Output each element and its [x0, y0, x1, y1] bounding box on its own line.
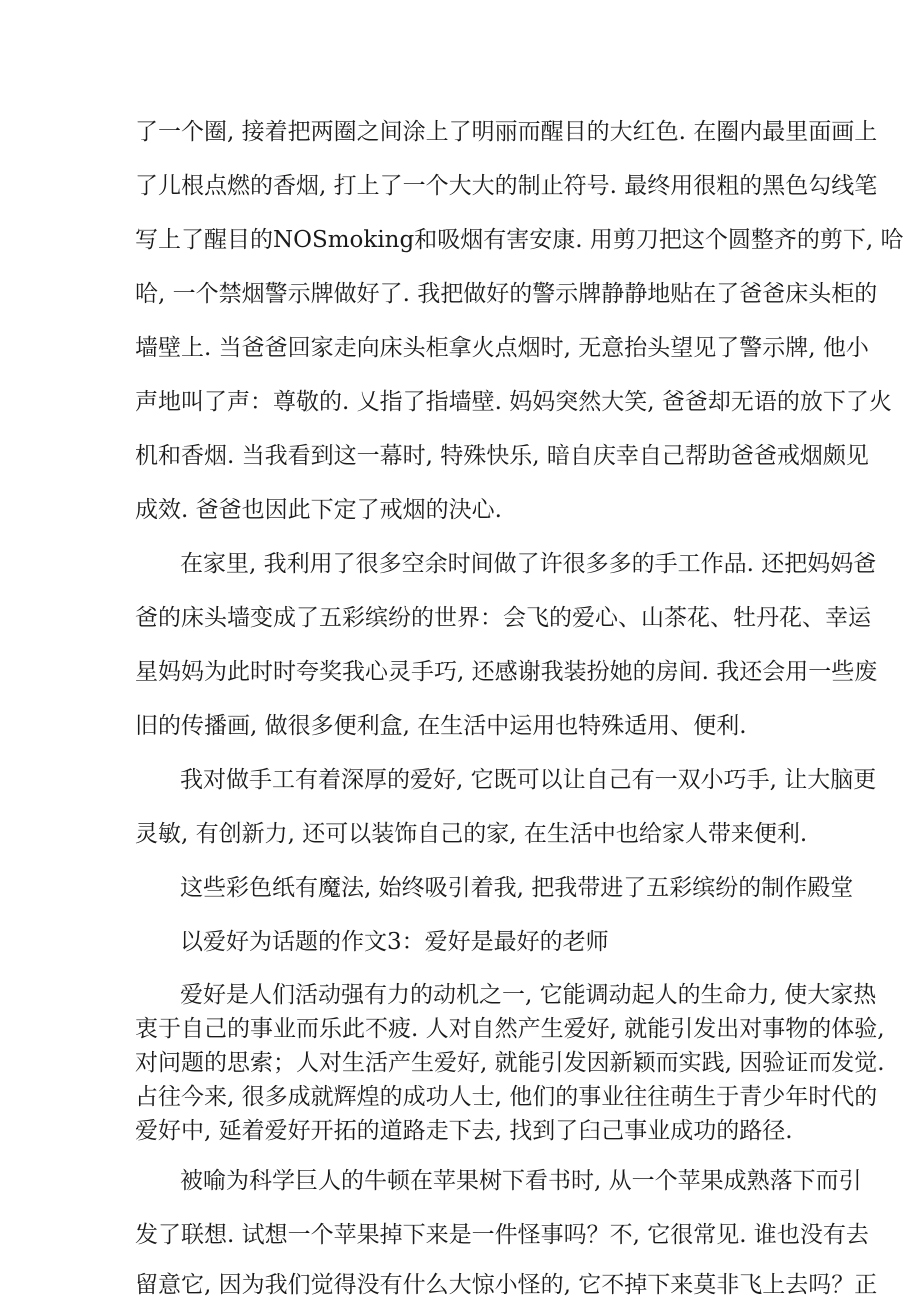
text-line: 占往今来, 很多成就辉煌的成功人士, 他们的事业往往萌生于青少年时代的 — [135, 1084, 878, 1110]
paragraph-start: 我对做手工有着深厚的爱好, 它既可以让自己有一双小巧手, 让大脑更 — [180, 767, 877, 793]
text-line: 衷于自己的事业而乐此不疲. 人对自然产生爱好, 就能引发出对事物的体验, — [135, 1016, 885, 1042]
text-line: 发了联想. 试想一个苹果掉下来是一件怪事吗？不, 它很常见. 谁也没有去 — [135, 1222, 869, 1248]
paragraph-start: 爱好是人们活动强有力的动机之一, 它能调动起人的生命力, 使大家热 — [180, 982, 877, 1008]
text-line: 爱好中, 延着爱好开拓的道路走下去, 找到了臼己事业成功的路径. — [135, 1118, 793, 1144]
text-line: 对问题的思索；人对生活产生爱好, 就能引发因新颖而实践, 因验证而发觉. — [135, 1050, 885, 1076]
text-line: 留意它, 因为我们觉得没有什么大惊小怪的, 它不掉下来莫非飞上去吗？正 — [135, 1272, 878, 1298]
section-heading: 以爱好为话题的作文3：爱好是最好的老师 — [180, 929, 609, 955]
text-line: 灵敏, 有创新力, 还可以装饰自己的家, 在生活中也给家人带来便利. — [135, 821, 808, 847]
paragraph-start: 被喻为科学巨人的牛顿在苹果树下看书时, 从一个苹果成熟落下而引 — [180, 1168, 862, 1194]
text-line: 旧的传播画, 做很多便利盒, 在生活中运用也特殊适用、便利. — [135, 713, 747, 739]
text-line: 哈, 一个禁烟警示牌做好了. 我把做好的警示牌静静地贴在了爸爸床头柜的 — [135, 281, 878, 307]
text-line: 星妈妈为此时时夸奖我心灵手巧, 还感谢我装扮她的房间. 我还会用一些废 — [135, 659, 878, 685]
text-line: 机和香烟. 当我看到这一幕时, 特殊快乐, 暗自庆幸自己帮助爸爸戒烟颇见 — [135, 443, 869, 469]
text-line: 成效. 爸爸也因此下定了戒烟的決心. — [135, 497, 502, 523]
text-line: 写上了醒目的NOSmoking和吸烟有害安康. 用剪刀把这个圆整齐的剪下, 哈 — [135, 227, 904, 253]
text-line: 了一个圈, 接着把两圈之间涂上了明丽而醒目的大红色. 在圈内最里面画上 — [135, 119, 878, 145]
paragraph-start: 这些彩色纸有魔法, 始终吸引着我, 把我带进了五彩缤纷的制作殿堂 — [180, 875, 854, 901]
paragraph-start: 在家里, 我利用了很多空余时间做了许很多多的手工作品. 还把妈妈爸 — [180, 551, 877, 577]
text-line: 爸的床头墙变成了五彩缤纷的世界：会飞的爱心、山茶花、牡丹花、幸运 — [135, 605, 871, 631]
text-line: 墙壁上. 当爸爸回家走向床头柜拿火点烟时, 无意抬头望见了警示牌, 他小 — [135, 335, 869, 361]
text-line: 了儿根点燃的香烟, 打上了一个大大的制止符号. 最终用很粗的黑色勾线笔 — [135, 173, 878, 199]
text-line: 声地叫了声：尊敬的. 乂指了指墙壁. 妈妈突然大笑, 爸爸却无语的放下了火 — [135, 389, 892, 415]
